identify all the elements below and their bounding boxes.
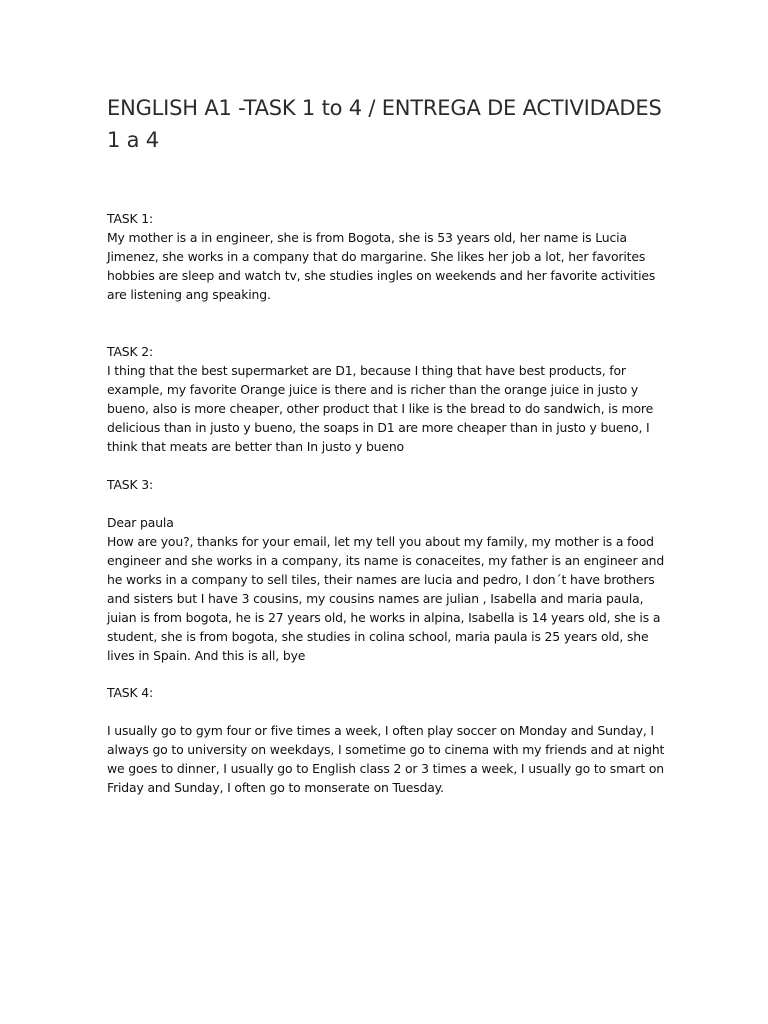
task-4-section [107, 683, 667, 797]
task-3-section [107, 475, 667, 665]
task-3-paragraph: How are you?, thanks for your email, let my tell you about my family, my mother is a food engineer and she works in a company, its name is conaceites, my father is an engineer and he works in a company to sell tiles, their names are lucia and pedro, I don´t have brothers and sisters but I have 3 cousins, my cousins names are julian , Isabella and maria paula, juian is from bogota, he is 27 years old, he works in alpina, Isabella is 14 years old, she is a student, she is from bogota, she studies in colina school, maria paula is 25 years old, she lives in Spain. And this is all, bye [107, 534, 665, 663]
task-2-section [107, 342, 667, 456]
task-3-heading: TASK 3: [107, 477, 154, 492]
task-2-paragraph: I thing that the best supermarket are D1, because I thing that have best products, for example, my favorite Orange juice is there and is richer than the orange juice in justo y bueno, also is more cheaper, other product that I like is the bread to do sandwich, is more delicious than in justo y bueno, the soaps in D1 are more cheaper than in justo y bueno, I think that meats are better than In justo y bueno [107, 363, 654, 454]
task-1-section [107, 209, 667, 304]
task-4-paragraph: I usually go to gym four or five times a week, I often play soccer on Monday and Sunday, I always go to university on weekdays, I sometime go to cinema with my friends and at night we goes to dinner, I usually go to English class 2 or 3 times a week, I usually go to smart on Friday and Sunday, I often go to monserate on Tuesday. [107, 723, 665, 795]
task-4-heading: TASK 4: [107, 685, 154, 700]
task-1-paragraph: My mother is a in engineer, she is from Bogota, she is 53 years old, her name is Lucia Jimenez, she works in a company that do margarine. She likes her job a lot, her favorites hobbies are sleep and watch tv, she studies ingles on weekends and her favorite activities are listening ang speaking. [107, 230, 656, 302]
task-2-heading: TASK 2: [107, 344, 154, 359]
task-1-heading: TASK 1: [107, 211, 154, 226]
spacer [107, 702, 667, 721]
spacer [107, 494, 667, 513]
task-3-greeting: Dear paula [107, 515, 174, 530]
document-title: ENGLISH A1 -TASK 1 to 4 / ENTREGA DE ACTIVIDADES 1 a 4 [107, 96, 662, 152]
